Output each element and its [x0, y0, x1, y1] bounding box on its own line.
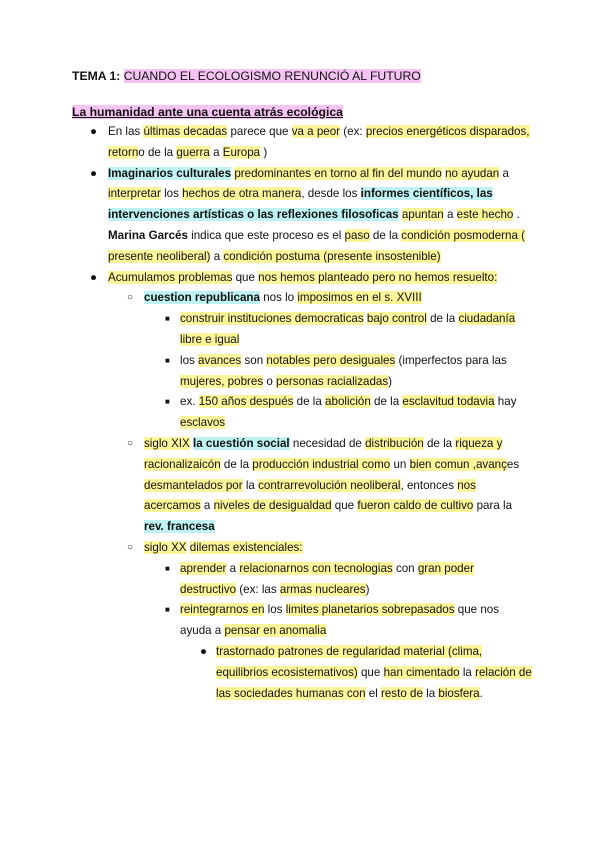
text-run: el — [365, 686, 381, 700]
highlight: no ayudan — [445, 166, 500, 180]
list-item — [144, 392, 532, 434]
text-run: de la — [220, 457, 253, 471]
text-run: erfectos para las — [421, 353, 507, 367]
list-item — [144, 600, 532, 704]
highlight: esclavos — [180, 416, 226, 430]
bullet-square-icon: ■ — [165, 397, 170, 407]
text-run: los — [264, 603, 286, 617]
key-term: Imaginarios culturales — [108, 166, 232, 180]
text-run: ) — [388, 374, 393, 388]
text-run: . — [513, 208, 520, 222]
highlight: personas racializadas — [276, 374, 389, 388]
highlight: abolición — [325, 395, 371, 409]
highlight: mujeres, pobres — [180, 374, 264, 388]
highlight: niveles de desigualdad — [213, 499, 332, 513]
highlight: esclavitud todavia — [402, 395, 495, 409]
sub-sub-list — [144, 309, 532, 434]
highlight: desmantelados por — [144, 478, 243, 492]
list-item — [72, 164, 532, 268]
text-run: a — [200, 499, 214, 513]
highlight: precios energéticos disparados, retorn — [108, 125, 530, 159]
text-run: indica que este proceso es el — [187, 228, 345, 242]
list-item — [108, 288, 532, 434]
highlight: reintegrarnos en — [180, 603, 265, 617]
highlight: riqueza y racionalizaicón — [144, 436, 503, 471]
highlight: va a peor — [291, 125, 341, 138]
text-run: los — [160, 187, 183, 201]
text-run: o — [263, 374, 277, 388]
text-run: (ex: — [340, 125, 366, 138]
list-item — [108, 434, 532, 538]
highlight: dilemas existenciales: — [189, 540, 303, 554]
text-run: de la — [369, 228, 402, 242]
text-run: de la — [370, 395, 403, 409]
text-run: nos lo — [259, 291, 298, 305]
page-title — [72, 66, 532, 86]
highlight: interpretar — [108, 187, 161, 201]
bullet-square-icon: ■ — [165, 355, 170, 365]
text-run: necesidad de — [289, 436, 366, 450]
title-text: CUANDO EL ECOLOGISMO RENUNCIÓ AL FUTURO — [123, 69, 421, 83]
list-item — [144, 309, 532, 351]
list-item — [72, 122, 532, 164]
bullet-square-icon: ■ — [165, 563, 170, 573]
text-run: que — [357, 665, 384, 679]
highlight: condición postuma (presente insostenible) — [223, 249, 441, 263]
highlight: pensar en anomalia — [224, 624, 327, 638]
highlight: construir instituciones democraticas — [180, 312, 364, 326]
bullet-circle-icon: ○ — [127, 292, 134, 304]
list-item — [108, 538, 532, 704]
highlight: ciudadanía libre e igual — [180, 312, 516, 346]
highlight: contrarrevolución neoliberal — [258, 478, 401, 492]
highlight: resto de — [381, 686, 423, 700]
highlight: siglo XIX — [144, 436, 190, 450]
text-run: a — [499, 166, 509, 180]
text-run: (ex: las — [236, 582, 280, 596]
section-heading-text: La humanidad ante una cuenta atrás ecológica — [72, 105, 343, 119]
highlight: este hecho — [456, 208, 514, 222]
text-run: la — [242, 478, 259, 492]
text-run: a — [209, 145, 223, 159]
bullet-disc-icon: ● — [90, 270, 98, 284]
text-run: ) — [365, 582, 370, 596]
highlight: limites planetarios sobrepasados — [285, 603, 455, 617]
highlight: hechos de otra manera — [182, 187, 302, 201]
highlight: notables pero desiguales — [266, 353, 396, 367]
highlight: biosfera — [438, 686, 480, 700]
highlight: gran poder destructivo — [180, 561, 474, 596]
text-run: es — [506, 457, 520, 471]
text-run: hay — [494, 395, 517, 409]
text-run: o de la — [138, 145, 177, 159]
bullet-circle-icon: ○ — [127, 437, 134, 449]
text-run: con — [392, 561, 418, 575]
bullet-disc-icon: ● — [90, 125, 98, 138]
text-run: de la — [423, 436, 456, 450]
highlight: guerra — [176, 145, 210, 159]
key-term: la cuestión social — [193, 436, 290, 450]
highlight: relacionarnos con tecnologias — [239, 561, 393, 575]
text-run: parece que — [227, 125, 292, 138]
list-item — [144, 559, 532, 601]
highlight: han cimentado — [383, 665, 460, 679]
text-run: de la — [426, 312, 459, 326]
bullet-square-icon: ■ — [165, 605, 170, 615]
text-run: ex. — [180, 395, 199, 409]
text-run: . — [479, 686, 483, 700]
highlight: últimas decadas — [143, 125, 228, 138]
highlight: aprender — [180, 561, 227, 575]
highlight: avances — [198, 353, 242, 367]
highlight: Acumulamos problemas — [108, 270, 233, 284]
bullet-circle-icon: ○ — [127, 541, 134, 553]
list-item — [180, 642, 532, 704]
text-run: (imp — [395, 353, 422, 367]
highlight: fueron caldo de cultivo — [357, 499, 474, 513]
highlight: Europa — [222, 145, 261, 159]
text-run: , desde los — [301, 187, 361, 201]
text-run: de la — [293, 395, 326, 409]
title-prefix: TEMA 1: — [72, 69, 124, 83]
key-term: cuestion republicana — [144, 291, 260, 305]
text-run: para la — [473, 499, 513, 513]
main-list — [72, 122, 532, 704]
bullet-square-icon: ■ — [165, 314, 170, 324]
highlight: producción industrial como — [252, 457, 391, 471]
bullet-disc-icon: ● — [90, 166, 98, 180]
nested-list — [180, 642, 532, 704]
highlight: distribución — [365, 436, 424, 450]
highlight: nos hemos planteado pero no hemos resuelto: — [258, 270, 498, 284]
text-run: a — [443, 208, 457, 222]
text-run: la — [459, 665, 476, 679]
key-term: informes científicos, las intervenciones artísticas o las reflexiones filosoficas — [108, 187, 493, 222]
highlight: trastornado patrones de regularidad material (clima, equilibrios ecosistemativos) — [216, 644, 483, 679]
bullet-disc-icon: ● — [200, 644, 208, 658]
highlight: apuntan — [401, 208, 444, 222]
highlight: siglo XX — [144, 540, 187, 554]
text-run: son — [241, 353, 267, 367]
section-heading — [72, 102, 532, 122]
highlight: imposimos en el s. XVIII — [297, 291, 422, 305]
text-run: que — [232, 270, 259, 284]
highlight: armas nucleares — [279, 582, 366, 596]
sub-list — [108, 288, 532, 704]
highlight: condición posmoderna ( presente neoliberal) — [108, 228, 526, 263]
text-run: a — [226, 561, 240, 575]
text-run: los — [180, 353, 199, 367]
highlight: bajo control — [366, 312, 427, 326]
key-term: rev. francesa — [144, 520, 215, 534]
highlight: predominantes en torno al fin del mundo — [234, 166, 442, 180]
text-run: En las — [108, 125, 144, 138]
text-run: , entonces — [400, 478, 458, 492]
highlight: paso — [344, 228, 370, 242]
text-run: que — [331, 499, 358, 513]
highlight: relación de las sociedades humanas con — [216, 665, 532, 700]
text-run: un — [390, 457, 410, 471]
highlight: bien comun ,avanç — [409, 457, 507, 471]
author-name: Marina Garcés — [108, 228, 188, 242]
text-run: la — [422, 686, 439, 700]
list-item — [144, 351, 532, 393]
text-run: ) — [260, 145, 268, 159]
highlight: 150 años después — [198, 395, 294, 409]
sub-sub-list — [144, 559, 532, 705]
text-run: a — [210, 249, 224, 263]
text-run: que nos ayuda a — [180, 603, 500, 638]
list-item — [72, 268, 532, 705]
highlight: nos acercamos — [144, 478, 476, 513]
document-page — [72, 66, 532, 704]
